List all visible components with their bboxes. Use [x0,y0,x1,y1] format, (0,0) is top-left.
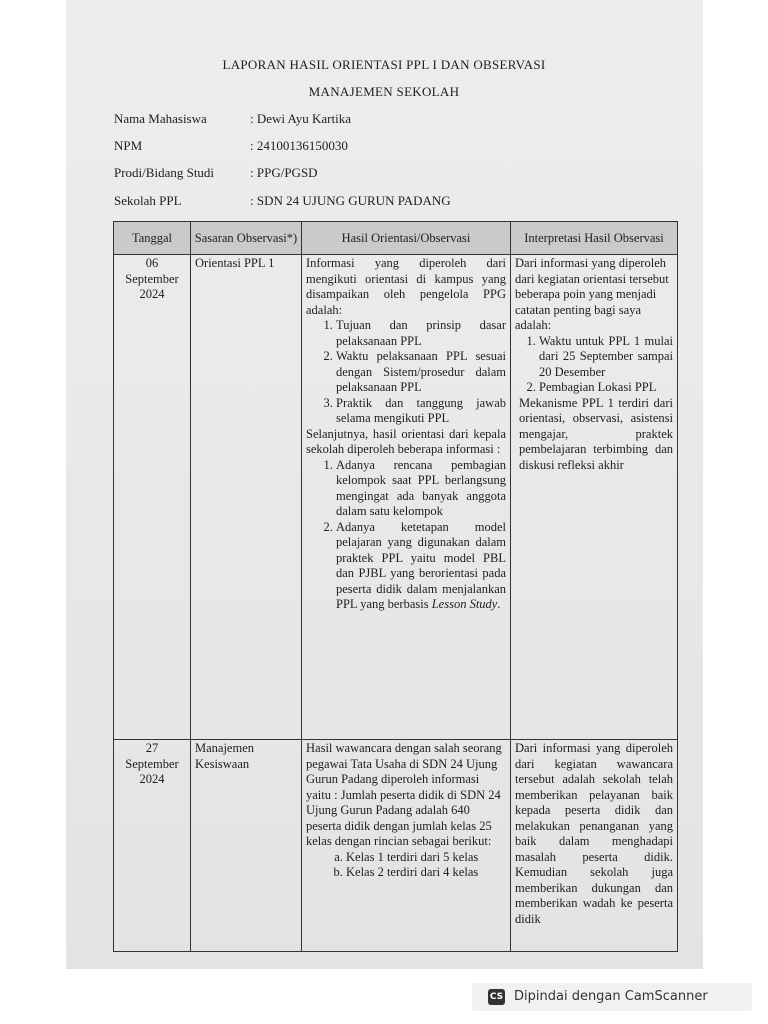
info-value: : Dewi Ayu Kartika [250,111,351,126]
result-list [306,458,506,613]
info-label: Prodi/Bidang Studi [114,165,215,180]
info-label: NPM [114,138,143,153]
list-item: 2. Pembagian Lokasi PPL [539,380,673,396]
row-interpretation: Dari informasi yang diperoleh dari kegiatan wawancara tersebut adalah sekolah telah memberikan pelayanan baik kepada peserta didik dan melakukan penanganan yang baik dalam menghadapi masalah peserta didik. Kemudian sekolah juga memberikan dukungan dan memberikan wadah ke peserta didik [511,740,678,952]
result-mid: Selanjutnya, hasil orientasi dari kepala sekolah diperoleh beberapa informasi : [306,426,506,456]
list-item: a. Kelas 1 terdiri dari 5 kelas [346,850,506,866]
info-value: : SDN 24 UJUNG GURUN PADANG [250,193,451,208]
interp-intro: Dari informasi yang diperoleh dari kegiatan orientasi tersebut beberapa poin yang menjadi catatan penting bagi saya adalah: [515,256,669,332]
result-intro: Informasi yang diperoleh dari mengikuti orientasi di kampus yang disampaikan oleh pengelola PPG adalah: [306,256,506,317]
info-label: Sekolah PPL [114,193,182,208]
table-row [114,740,678,952]
header-sasaran: Sasaran Observasi*) [191,222,302,255]
interp-tail: Mekanisme PPL 1 terdiri dari orientasi, observasi, asistensi mengajar, praktek pembelajaran terbimbing dan diskusi refleksi akhir [519,395,673,472]
list-item-end: . [497,597,501,611]
list-item: 2. Waktu pelaksanaan PPL sesuai dengan Sistem/prosedur dalam pelaksanaan PPL [336,349,506,396]
row-result [302,740,511,952]
report-title: LAPORAN HASIL ORIENTASI PPL I DAN OBSERVASI [222,57,546,72]
result-list [306,318,506,427]
header-hasil: Hasil Orientasi/Observasi [302,222,511,255]
info-value: : 24100136150030 [250,138,348,153]
info-label: Nama Mahasiswa [114,111,207,126]
camscanner-logo-icon: CS [488,989,505,1005]
row-target: Orientasi PPL 1 [191,255,302,740]
list-item-text: Adanya ketetapan model pelajaran yang digunakan dalam praktek PPL yaitu model PBL dan PJBL yang berorientasi pada peserta didik dalam menjalankan PPL yang berbasis [336,519,506,611]
result-list [306,850,506,881]
row-date: 27 September 2024 [114,740,191,952]
report-table [113,221,678,952]
list-item-italic: Lesson Study [431,597,498,611]
list-item [336,520,506,613]
row-target: Manajemen Kesiswaan [191,740,302,952]
list-item: 1. Tujuan dan prinsip dasar pelaksanaan PPL [336,318,506,349]
list-item: 3. Praktik dan tanggung jawab selama mengikuti PPL [336,396,506,427]
row-interpretation [511,255,678,740]
list-item: 1. Adanya rencana pembagian kelompok saat PPL berlangsung mengingat ada banyak anggota dalam satu kelompok [336,458,506,520]
table-header-row [114,222,678,255]
report-subtitle: MANAJEMEN SEKOLAH [308,84,460,99]
camscanner-badge [472,983,752,1011]
row-result [302,255,511,740]
list-item: 1. Waktu untuk PPL 1 mulai dari 25 September sampai 20 Desember [539,334,673,381]
result-intro: Hasil wawancara dengan salah seorang pegawai Tata Usaha di SDN 24 Ujung Gurun Padang diperoleh informasi yaitu : Jumlah peserta didik di SDN 24 Ujung Gurun Padang adalah 640 peserta didik dengan jumlah kelas 25 kelas dengan rincian sebagai berikut: [306,741,502,848]
header-interpretasi: Interpretasi Hasil Observasi [511,222,678,255]
interp-list [515,334,673,396]
camscanner-text: Dipindai dengan CamScanner [514,989,708,1004]
info-value: : PPG/PGSD [250,165,318,180]
header-tanggal: Tanggal [114,222,191,255]
list-item: b. Kelas 2 terdiri dari 4 kelas [346,865,506,881]
row-date: 06 September 2024 [114,255,191,740]
table-row [114,255,678,740]
